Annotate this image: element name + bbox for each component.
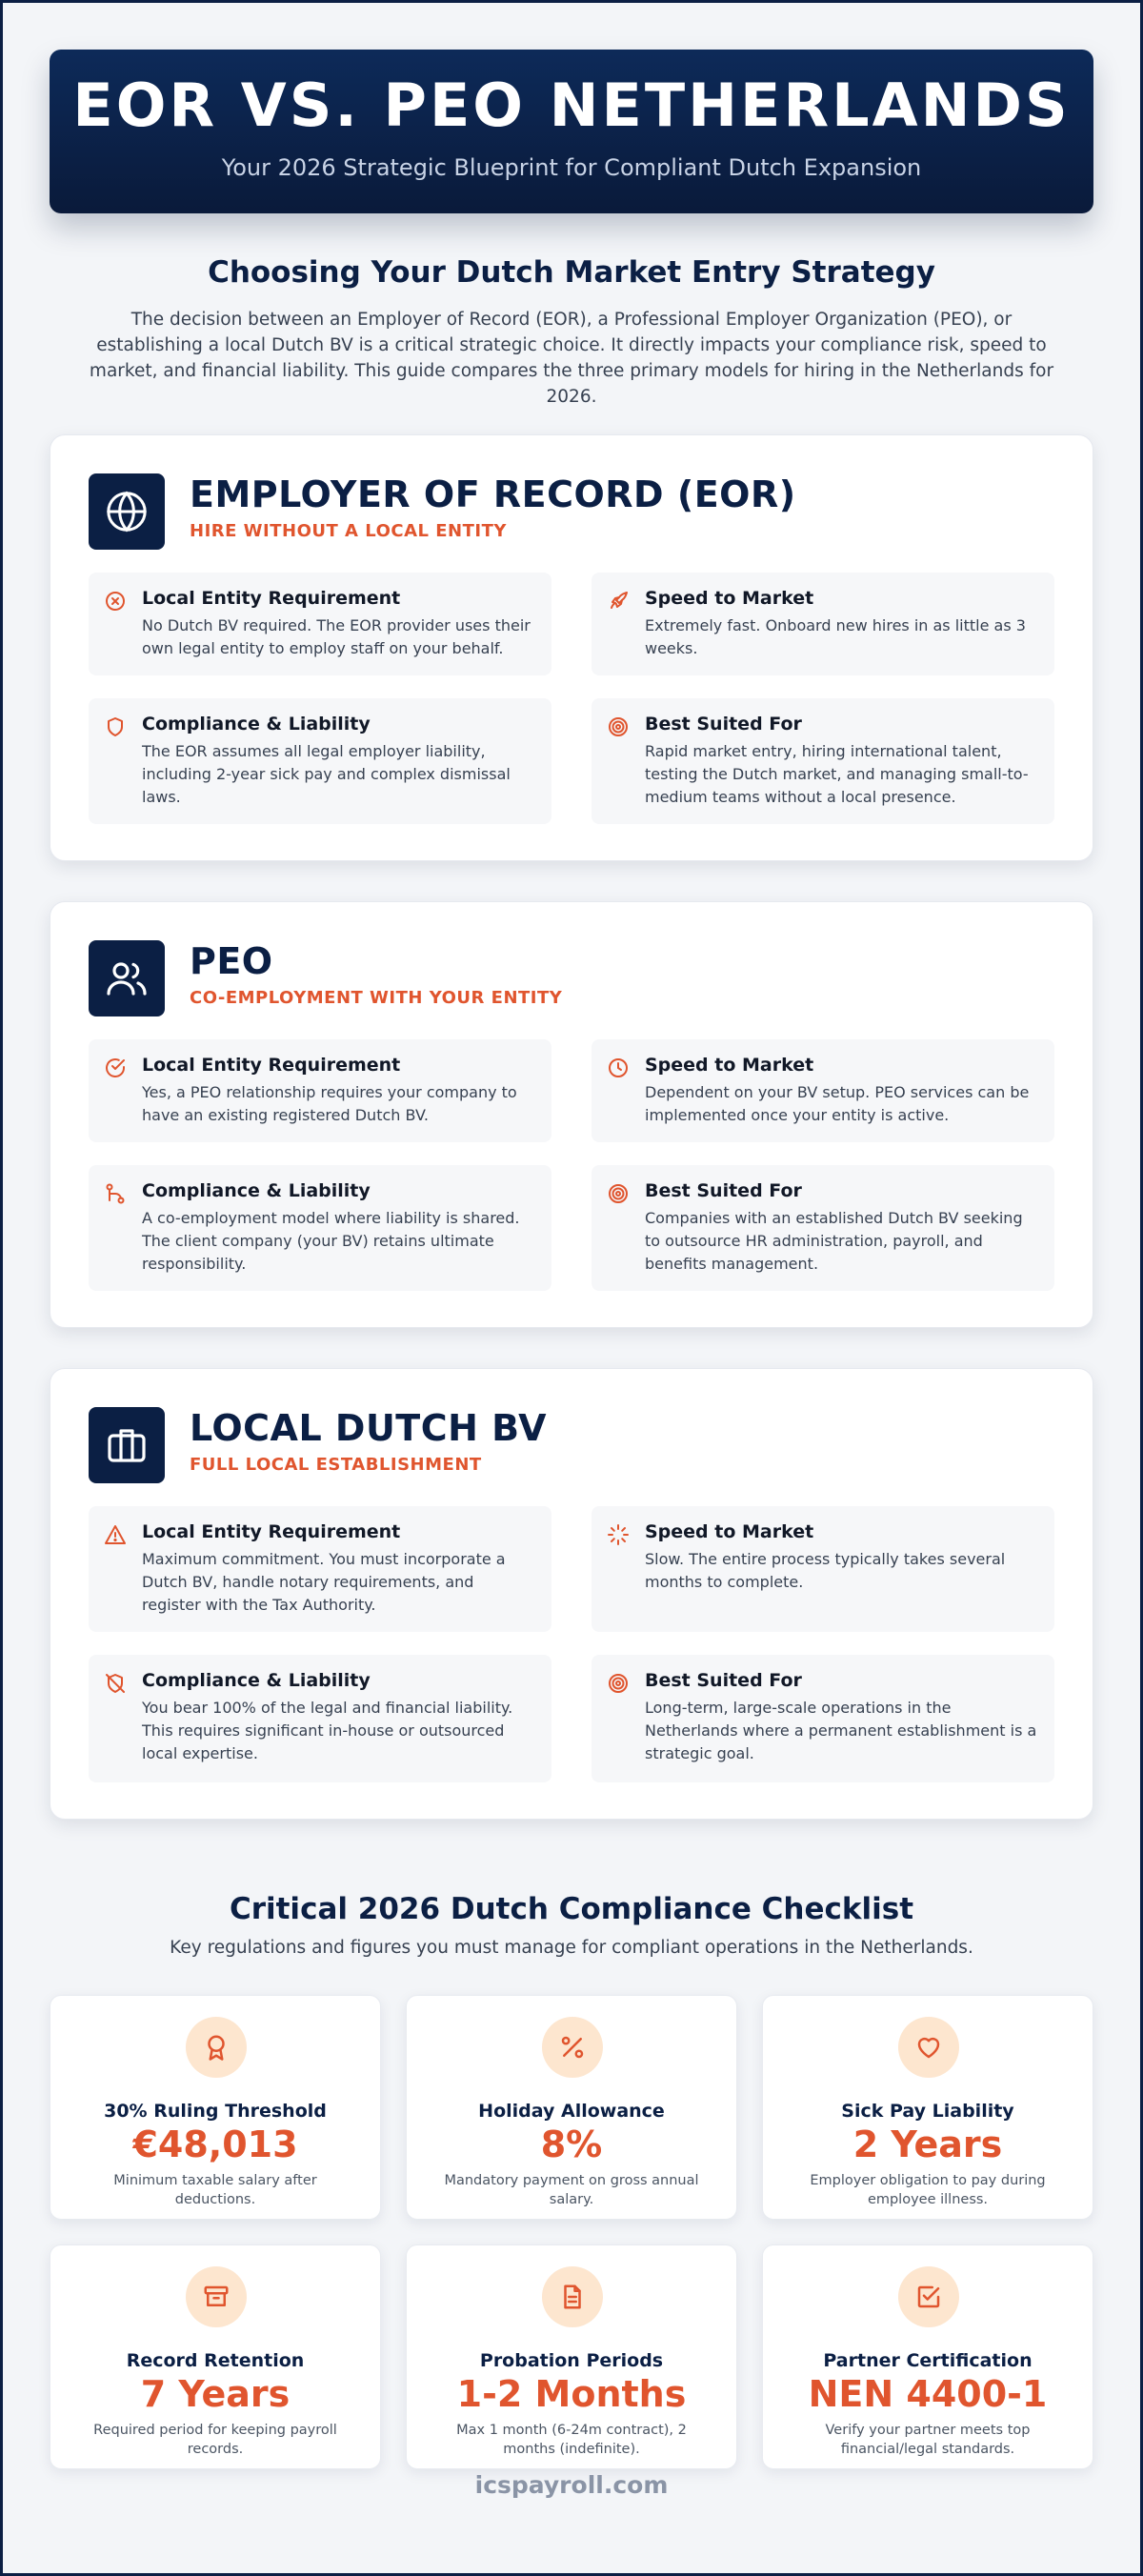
stat-note: Minimum taxable salary after deductions. [113, 2173, 317, 2207]
stat-note: Employer obligation to pay during employee illness. [810, 2173, 1046, 2207]
warning-icon [104, 1523, 127, 1546]
stat-card-30-ruling [50, 1995, 381, 2220]
feature-heading: Best Suited For [645, 1180, 802, 1201]
feature-heading: Local Entity Requirement [142, 1055, 401, 1076]
footer-domain: icspayroll.com [474, 2471, 669, 2499]
feature-heading: Speed to Market [645, 588, 814, 609]
stat-card-record-retention [50, 2244, 381, 2469]
feature-text: Maximum commitment. You must incorporate a Dutch BV, handle notary requirements, and register with the Tax Authority. [142, 1550, 506, 1614]
model-card-eor [50, 434, 1093, 861]
feature-heading: Speed to Market [645, 1521, 814, 1542]
stat-label: Holiday Allowance [478, 2101, 665, 2122]
percent-icon [542, 2017, 603, 2078]
rocket-icon [607, 590, 630, 613]
stat-note: Verify your partner meets top financial/legal standards. [825, 2423, 1031, 2457]
model-title: PEO [190, 940, 273, 982]
intro-paragraph: The decision between an Employer of Record (EOR), a Professional Employer Organization (PEO), or establishing a local Dutch BV is a critical strategic choice. It directly impacts your compliance risk, speed to market, and financial liability. This guide compares the three primary models for hiring in the Netherlands for 2026. [89, 310, 1054, 407]
stat-value: 7 Years [140, 2373, 291, 2415]
checklist-heading: Critical 2026 Dutch Compliance Checklist [229, 1892, 914, 1926]
stat-label: Probation Periods [479, 2350, 664, 2371]
feature-entity [89, 1506, 551, 1632]
feature-text: Companies with an established Dutch BV seeking to outsource HR administration, payroll, and benefits management. [645, 1209, 1023, 1273]
feature-text: Long-term, large-scale operations in the Netherlands where a permanent establishment is a strategic goal. [645, 1699, 1037, 1762]
target-icon [607, 1182, 630, 1205]
feature-text: No Dutch BV required. The EOR provider uses their own legal entity to employ staff on your behalf. [142, 616, 531, 657]
git-branch-icon [104, 1182, 127, 1205]
feature-text: Extremely fast. Onboard new hires in as little as 3 weeks. [645, 616, 1026, 657]
model-card-local-bv [50, 1368, 1093, 1820]
stat-card-sick-pay [762, 1995, 1093, 2220]
feature-text: Rapid market entry, hiring international talent, testing the Dutch market, and managing small-to-medium teams without a local presence. [645, 742, 1029, 806]
feature-compliance [89, 698, 551, 824]
stat-label: Sick Pay Liability [841, 2101, 1014, 2122]
page-subtitle: Your 2026 Strategic Blueprint for Compliant Dutch Expansion [221, 154, 922, 181]
checkbox-icon [898, 2266, 959, 2327]
feature-speed [592, 1506, 1054, 1632]
feature-text: Slow. The entire process typically takes several months to complete. [645, 1550, 1006, 1591]
feature-heading: Compliance & Liability [142, 1670, 371, 1691]
feature-best-suited [592, 1655, 1054, 1782]
feature-heading: Local Entity Requirement [142, 588, 401, 609]
feature-compliance [89, 1165, 551, 1291]
shield-off-icon [104, 1672, 127, 1695]
target-icon [607, 1672, 630, 1695]
x-circle-icon [104, 590, 127, 613]
stat-card-probation [406, 2244, 737, 2469]
feature-best-suited [592, 1165, 1054, 1291]
feature-speed [592, 1039, 1054, 1142]
feature-heading: Local Entity Requirement [142, 1521, 401, 1542]
feature-text: Dependent on your BV setup. PEO services can be implemented once your entity is active. [645, 1083, 1030, 1124]
model-tagline: HIRE WITHOUT A LOCAL ENTITY [190, 521, 507, 541]
heart-icon [898, 2017, 959, 2078]
award-icon [186, 2017, 247, 2078]
stat-value: NEN 4400-1 [808, 2373, 1048, 2415]
stat-value: 1-2 Months [456, 2373, 687, 2415]
document-icon [542, 2266, 603, 2327]
stat-label: Record Retention [126, 2350, 305, 2371]
stat-card-holiday-allowance [406, 1995, 737, 2220]
model-card-peo [50, 901, 1093, 1328]
feature-heading: Best Suited For [645, 1670, 802, 1691]
model-title: EMPLOYER OF RECORD (EOR) [190, 473, 796, 515]
check-circle-icon [104, 1057, 127, 1079]
stat-note: Max 1 month (6-24m contract), 2 months (indefinite). [456, 2423, 687, 2457]
intro-heading: Choosing Your Dutch Market Entry Strategy [208, 255, 935, 290]
globe-icon [89, 473, 165, 550]
model-tagline: FULL LOCAL ESTABLISHMENT [190, 1455, 482, 1475]
feature-entity [89, 573, 551, 675]
feature-text: A co-employment model where liability is shared. The client company (your BV) retains ultimate responsibility. [142, 1209, 520, 1273]
feature-heading: Best Suited For [645, 714, 802, 735]
stat-value: €48,013 [132, 2123, 298, 2165]
feature-entity [89, 1039, 551, 1142]
model-tagline: CO-EMPLOYMENT WITH YOUR ENTITY [190, 988, 563, 1008]
feature-compliance [89, 1655, 551, 1782]
stat-card-partner-certification [762, 2244, 1093, 2469]
feature-heading: Compliance & Liability [142, 1180, 371, 1201]
checklist-subtitle: Key regulations and figures you must manage for compliant operations in the Netherlands. [170, 1938, 973, 1958]
stat-value: 8% [540, 2123, 603, 2165]
stat-note: Required period for keeping payroll records. [93, 2423, 337, 2457]
stat-value: 2 Years [852, 2123, 1003, 2165]
feature-text: You bear 100% of the legal and financial liability. This requires significant in-house or outsourced local expertise. [142, 1699, 513, 1762]
hero-banner [50, 50, 1093, 213]
feature-text: The EOR assumes all legal employer liability, including 2-year sick pay and complex dismissal laws. [142, 742, 511, 806]
feature-text: Yes, a PEO relationship requires your company to have an existing registered Dutch BV. [142, 1083, 517, 1124]
feature-heading: Speed to Market [645, 1055, 814, 1076]
loader-icon [607, 1523, 630, 1546]
feature-speed [592, 573, 1054, 675]
users-icon [89, 940, 165, 1016]
stat-label: Partner Certification [823, 2350, 1033, 2371]
feature-heading: Compliance & Liability [142, 714, 371, 735]
stat-label: 30% Ruling Threshold [104, 2101, 327, 2122]
archive-icon [186, 2266, 247, 2327]
clock-icon [607, 1057, 630, 1079]
shield-icon [104, 715, 127, 738]
feature-best-suited [592, 698, 1054, 824]
briefcase-icon [89, 1407, 165, 1483]
page-title: EOR VS. PEO NETHERLANDS [72, 70, 1071, 140]
model-title: LOCAL DUTCH BV [190, 1407, 547, 1449]
stat-note: Mandatory payment on gross annual salary. [444, 2173, 699, 2207]
target-icon [607, 715, 630, 738]
